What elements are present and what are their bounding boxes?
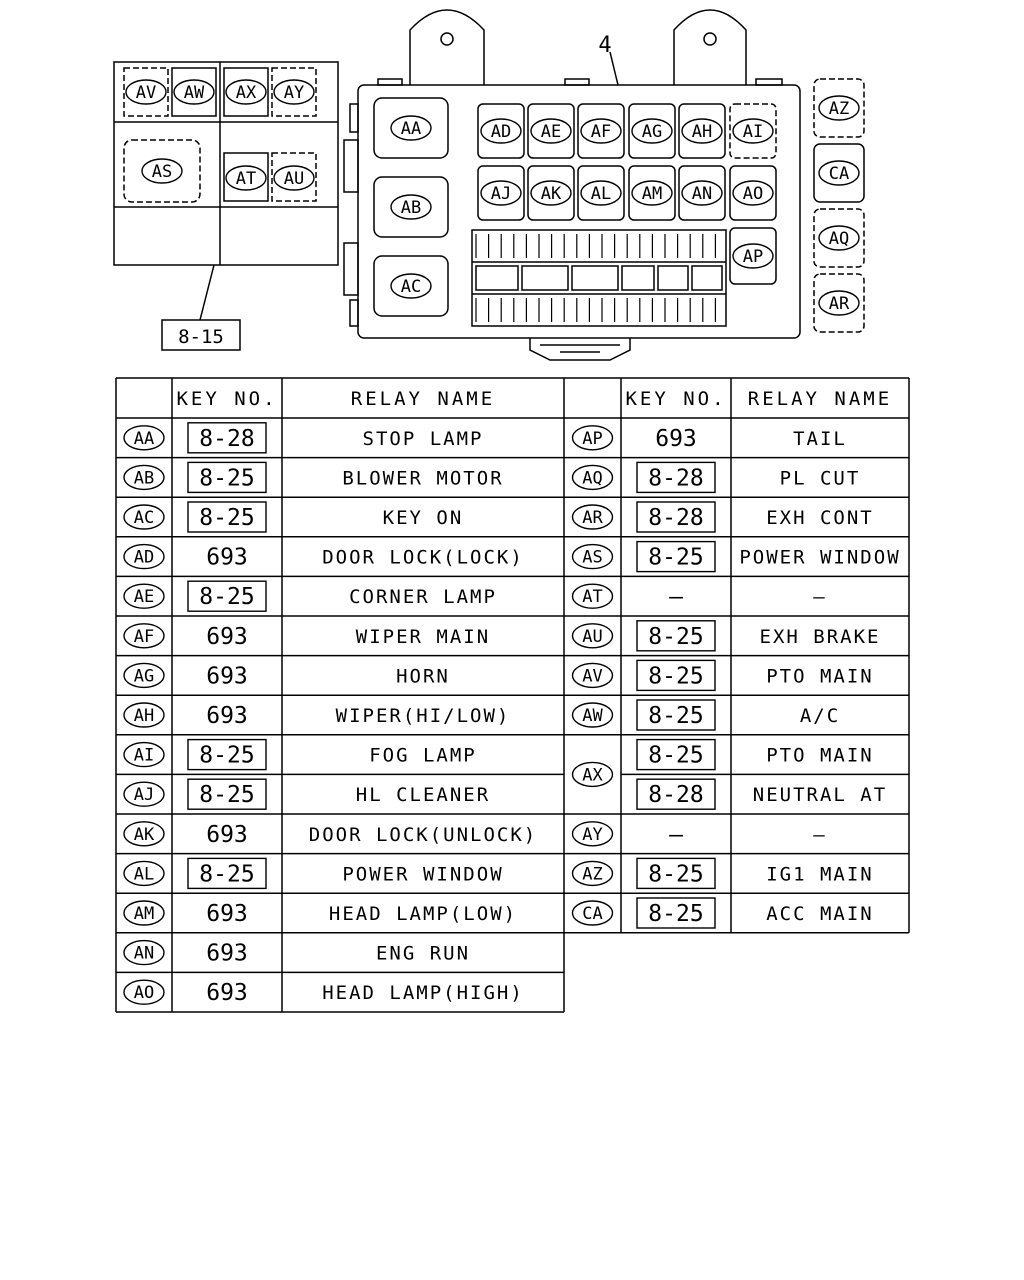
relay-aq-oval-label: AQ — [828, 229, 850, 249]
table-row — [124, 740, 477, 770]
code-aq-oval-label: AQ — [582, 468, 603, 489]
relay-ax-oval-label: AX — [235, 83, 257, 103]
code-al-oval-label: AL — [133, 864, 155, 885]
code-am-oval-label: AM — [133, 904, 155, 924]
key-no-cell: 8-25 — [648, 623, 704, 650]
relay-ax-oval — [226, 80, 266, 104]
code-ad-oval-label: AD — [133, 547, 155, 568]
code-al-oval — [124, 861, 164, 885]
relay-name-cell: — — [813, 823, 827, 846]
code-ay-oval — [573, 822, 613, 846]
key-no-cell: 8-25 — [199, 584, 255, 611]
key-no-cell: 693 — [206, 623, 248, 650]
code-ao-oval — [124, 980, 164, 1004]
relay-an-oval-label: AN — [691, 184, 713, 204]
relay-name-cell: NEUTRAL AT — [752, 784, 888, 807]
relay-aj-oval — [481, 181, 521, 205]
right-header-key-no: KEY NO. — [625, 388, 727, 410]
relay-name-cell: POWER WINDOW — [739, 546, 901, 569]
relay-as-oval-label: AS — [151, 162, 173, 182]
relay-ay-oval-label: AY — [283, 83, 305, 103]
relay-ak-oval — [531, 181, 571, 205]
table-row — [124, 581, 497, 611]
relay-name-cell: WIPER(HI/LOW) — [335, 705, 511, 727]
table-row — [573, 898, 874, 928]
relay-av-oval — [126, 80, 166, 104]
code-ac-oval-label: AC — [133, 508, 155, 528]
relay-au-oval-label: AU — [283, 169, 305, 189]
table-row — [124, 980, 524, 1006]
table-row — [124, 779, 490, 809]
relay-ae-oval-label: AE — [540, 122, 562, 142]
relay-name-cell: BLOWER MOTOR — [342, 467, 504, 490]
code-ag-oval-label: AG — [133, 666, 155, 687]
relay-name-cell: HORN — [396, 665, 450, 688]
table-row — [637, 779, 887, 809]
relay-at-oval — [226, 166, 266, 190]
left-header-key-no: KEY NO. — [176, 388, 278, 410]
relay-az-oval — [819, 96, 859, 120]
code-ay-oval-label: AY — [582, 824, 603, 845]
code-ah-oval-label: AH — [133, 706, 155, 726]
table-row — [573, 462, 861, 492]
key-no-cell: 693 — [655, 425, 697, 452]
table-row — [573, 858, 874, 888]
key-no-cell: 8-28 — [648, 505, 704, 531]
table-row — [124, 423, 483, 453]
code-ca-oval — [573, 901, 613, 925]
relay-ai-oval — [733, 119, 773, 143]
table-row — [124, 502, 463, 532]
key-no-cell: 8-25 — [199, 782, 255, 809]
relay-al-oval-label: AL — [590, 184, 612, 204]
relay-name-cell: DOOR LOCK(LOCK) — [322, 546, 524, 569]
relay-name-cell: IG1 MAIN — [766, 863, 874, 886]
relay-name-cell: HL CLEANER — [355, 784, 491, 807]
relay-name-cell: HEAD LAMP(HIGH) — [322, 982, 524, 1005]
relay-am-oval — [632, 181, 672, 205]
relay-name-cell: DOOR LOCK(UNLOCK) — [308, 823, 538, 846]
fuse-block-middle-row — [476, 266, 722, 290]
code-ai-oval-label: AI — [133, 745, 155, 766]
key-no-cell: 693 — [206, 703, 248, 729]
table-row — [124, 624, 490, 650]
key-no-cell: 8-25 — [199, 505, 255, 531]
relay-ar-oval — [819, 291, 859, 315]
relay-as-oval — [142, 159, 182, 183]
code-at-oval — [573, 584, 613, 608]
key-no-cell: 8-28 — [648, 465, 704, 492]
relay-ca-oval — [819, 161, 859, 185]
table-row — [124, 822, 537, 848]
code-as-oval-label: AS — [582, 547, 603, 568]
table-row — [124, 901, 517, 927]
relay-ad-oval-label: AD — [490, 122, 512, 142]
code-ak-oval-label: AK — [133, 824, 155, 845]
relay-ag-oval-label: AG — [641, 122, 663, 142]
key-no-cell: 693 — [206, 940, 248, 967]
relay-az-oval-label: AZ — [828, 99, 850, 119]
relay-af-oval-label: AF — [590, 122, 612, 142]
code-ao-oval-label: AO — [133, 983, 155, 1004]
code-au-oval — [573, 624, 613, 648]
key-no-cell: 693 — [206, 980, 248, 1007]
relay-name-cell: EXH BRAKE — [759, 625, 881, 648]
code-am-oval — [124, 901, 164, 925]
relay-am-oval-label: AM — [641, 184, 663, 204]
relay-ca-oval-label: CA — [828, 164, 850, 184]
relay-ap-oval — [733, 244, 773, 268]
table-row — [124, 703, 510, 729]
table-row — [124, 858, 504, 888]
table-row — [573, 621, 881, 651]
code-ap-oval — [573, 426, 613, 450]
key-no-cell: 8-25 — [648, 742, 704, 769]
table-row — [573, 740, 874, 787]
code-af-oval-label: AF — [133, 626, 155, 647]
relay-ak-oval-label: AK — [540, 184, 562, 204]
relay-ae-oval — [531, 119, 571, 143]
code-au-oval-label: AU — [582, 626, 603, 647]
relay-ad-oval — [481, 119, 521, 143]
right-header-relay-name: RELAY NAME — [747, 388, 893, 410]
relay-an-oval — [682, 181, 722, 205]
relay-af-oval — [581, 119, 621, 143]
relay-ac-oval-label: AC — [400, 277, 422, 297]
relay-name-cell: EXH CONT — [766, 507, 874, 529]
relay-ai-oval-label: AI — [742, 122, 764, 142]
key-no-cell: 693 — [206, 544, 248, 571]
code-ax-oval — [573, 762, 613, 786]
relay-au-oval — [274, 166, 314, 190]
relay-aq-oval — [819, 226, 859, 250]
code-ax-oval-label: AX — [582, 765, 603, 786]
relay-aw-oval-label: AW — [183, 83, 205, 103]
code-ac-oval — [124, 505, 164, 529]
table-row — [573, 660, 874, 690]
key-no-cell: 8-25 — [199, 742, 255, 769]
code-aw-oval — [573, 703, 613, 727]
relay-ao-oval-label: AO — [742, 184, 764, 204]
code-ab-oval — [124, 465, 164, 489]
code-an-oval-label: AN — [133, 943, 155, 964]
relay-aw-oval — [174, 80, 214, 104]
relay-ab-oval-label: AB — [400, 198, 422, 218]
key-no-cell: 8-28 — [199, 425, 255, 452]
key-no-cell: 8-25 — [199, 861, 255, 888]
code-aj-oval — [124, 782, 164, 806]
code-ai-oval — [124, 743, 164, 767]
table-row — [124, 545, 524, 571]
key-no-cell: 693 — [206, 901, 248, 927]
table-row — [124, 462, 504, 492]
table-row — [124, 663, 450, 689]
relay-ah-oval — [682, 119, 722, 143]
code-ap-oval-label: AP — [582, 428, 603, 449]
relay-name-cell: A/C — [799, 705, 841, 727]
code-ca-oval-label: CA — [582, 904, 603, 924]
left-header-relay-name: RELAY NAME — [350, 388, 496, 410]
code-ae-oval-label: AE — [133, 587, 155, 608]
fuse-block-ticks — [476, 234, 715, 322]
relay-name-cell: STOP LAMP — [362, 427, 484, 450]
relay-name-cell: TAIL — [793, 427, 847, 450]
key-no-cell: 693 — [206, 821, 248, 848]
key-no-cell: 8-28 — [648, 782, 704, 809]
code-at-oval-label: AT — [582, 587, 603, 608]
relay-ac-oval — [391, 274, 431, 298]
callout-4: 4 — [598, 33, 612, 58]
code-an-oval — [124, 941, 164, 965]
relay-name-cell: ACC MAIN — [766, 903, 874, 925]
relay-name-cell: KEY ON — [382, 507, 464, 529]
key-no-cell: 693 — [206, 663, 248, 690]
relay-name-cell: PTO MAIN — [766, 744, 874, 767]
key-no-cell: 8-25 — [648, 663, 704, 690]
code-aa-oval — [124, 426, 164, 450]
relay-aj-oval-label: AJ — [490, 184, 512, 204]
left-relay-box — [114, 62, 338, 350]
main-relay-box — [344, 10, 800, 360]
relay-name-cell: CORNER LAMP — [349, 586, 497, 609]
relay-ah-oval-label: AH — [691, 122, 713, 142]
code-aa-oval-label: AA — [133, 428, 155, 449]
relay-name-cell: WIPER MAIN — [355, 625, 491, 648]
table-row — [573, 426, 847, 452]
key-no-cell: 8-25 — [199, 465, 255, 492]
key-no-cell: 8-25 — [648, 861, 704, 888]
key-no-cell: 8-25 — [648, 703, 704, 729]
code-ah-oval — [124, 703, 164, 727]
table-row — [573, 700, 841, 730]
code-az-oval-label: AZ — [582, 864, 603, 885]
key-no-cell: 8-25 — [648, 544, 704, 571]
code-ar-oval — [573, 505, 613, 529]
relay-al-oval — [581, 181, 621, 205]
code-av-oval — [573, 663, 613, 687]
code-af-oval — [124, 624, 164, 648]
relay-aa-oval-label: AA — [400, 119, 422, 139]
table-row — [124, 941, 470, 967]
relay-ay-oval — [274, 80, 314, 104]
relay-ar-oval-label: AR — [828, 294, 850, 314]
callout-8-15: 8-15 — [178, 326, 224, 348]
relay-name-cell: HEAD LAMP(LOW) — [328, 903, 518, 925]
code-as-oval — [573, 545, 613, 569]
table-row — [573, 822, 827, 848]
relay-ag-oval — [632, 119, 672, 143]
relay-name-cell: PL CUT — [779, 467, 861, 490]
key-no-cell: — — [669, 821, 683, 848]
code-ak-oval — [124, 822, 164, 846]
code-ae-oval — [124, 584, 164, 608]
key-no-cell: 8-25 — [648, 901, 704, 927]
code-ad-oval — [124, 545, 164, 569]
code-aq-oval — [573, 465, 613, 489]
code-ab-oval-label: AB — [133, 468, 155, 489]
relay-aa-oval — [391, 116, 431, 140]
relay-name-cell: — — [813, 586, 827, 609]
code-ar-oval-label: AR — [582, 508, 603, 528]
code-az-oval — [573, 861, 613, 885]
relay-name-cell: FOG LAMP — [369, 744, 477, 767]
code-aj-oval-label: AJ — [133, 785, 155, 806]
key-no-cell: — — [669, 584, 683, 611]
relay-av-oval-label: AV — [135, 83, 157, 103]
code-av-oval-label: AV — [582, 666, 603, 687]
relay-table — [124, 388, 901, 1006]
table-row — [573, 584, 827, 610]
code-aw-oval-label: AW — [582, 706, 603, 726]
relay-name-cell: PTO MAIN — [766, 665, 874, 688]
code-ag-oval — [124, 663, 164, 687]
table-row — [573, 502, 874, 532]
relay-ao-oval — [733, 181, 773, 205]
relay-ap-oval-label: AP — [742, 247, 764, 267]
relay-name-cell: POWER WINDOW — [342, 863, 504, 886]
relay-name-cell: ENG RUN — [375, 942, 471, 965]
relay-ab-oval — [391, 195, 431, 219]
relay-at-oval-label: AT — [235, 169, 257, 189]
